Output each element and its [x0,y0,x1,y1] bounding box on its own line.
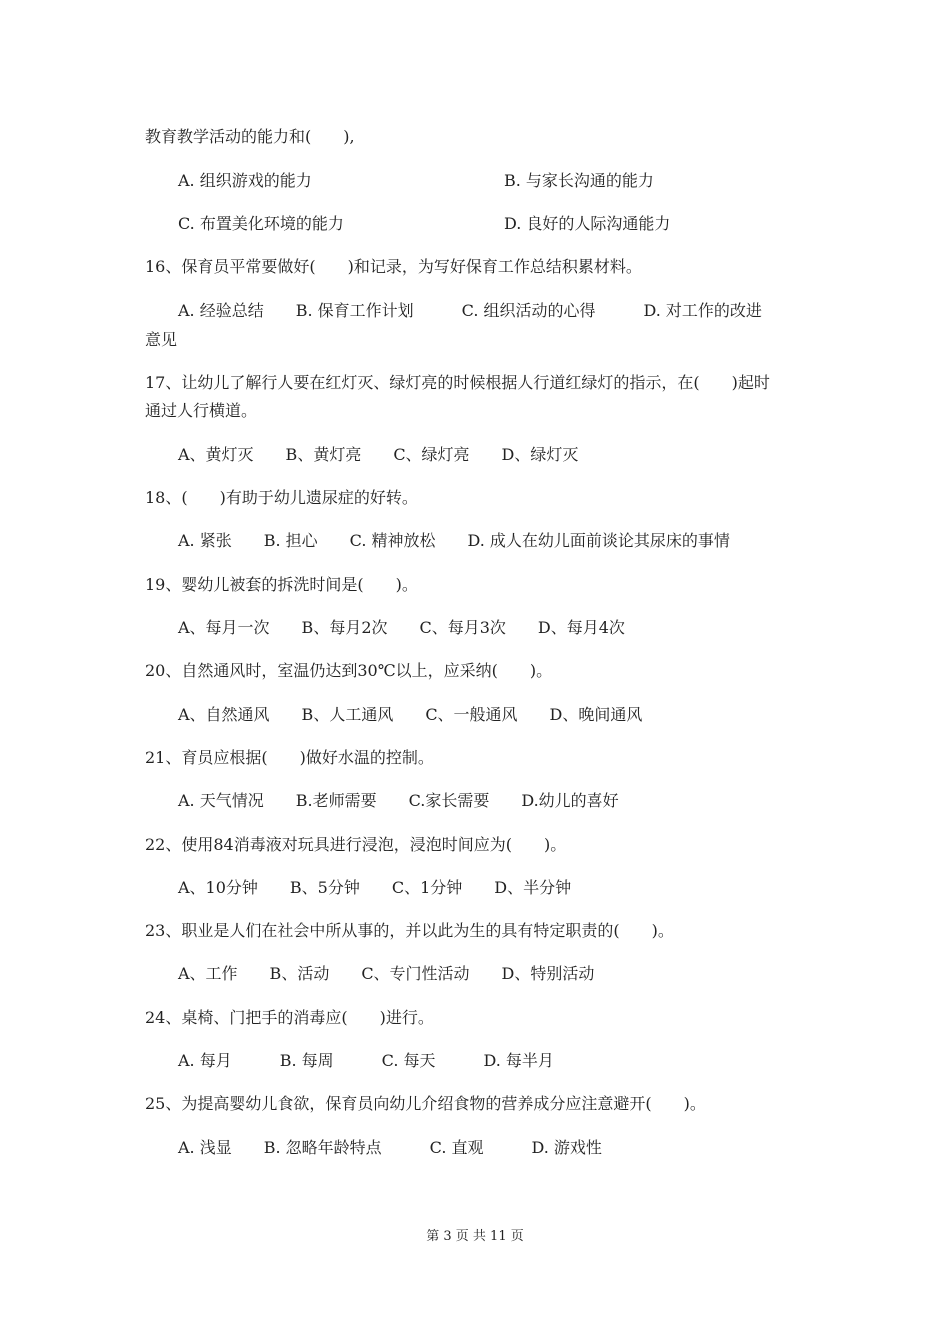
question-25-options: A. 浅显 B. 忽略年龄特点 C. 直观 D. 游戏性 [178,1138,602,1157]
question-21-stem: 21、育员应根据( )做好水温的控制。 [145,748,434,767]
question-16-options: A. 经验总结 B. 保育工作计划 C. 组织活动的心得 D. 对工作的改进 [178,301,762,320]
question-22-options: A、10分钟 B、5分钟 C、1分钟 D、半分钟 [178,878,572,897]
question-18-options: A. 紧张 B. 担心 C. 精神放松 D. 成人在幼儿面前谈论其尿床的事情 [178,531,730,550]
question-19-options: A、每月一次 B、每月2次 C、每月3次 D、每月4次 [178,618,625,637]
option-b: B. 与家长沟通的能力 [504,171,654,190]
question-21-options: A. 天气情况 B.老师需要 C.家长需要 D.幼儿的喜好 [178,791,619,810]
option-d: D. 良好的人际沟通能力 [504,214,671,233]
question-16-stem: 16、保育员平常要做好( )和记录，为写好保育工作总结积累材料。 [145,257,642,276]
question-19-stem: 19、婴幼儿被套的拆洗时间是( )。 [145,575,418,594]
question-22-stem: 22、使用84消毒液对玩具进行浸泡，浸泡时间应为( )。 [145,835,567,854]
question-25-stem: 25、为提高婴幼儿食欲，保育员向幼儿介绍食物的营养成分应注意避开( )。 [145,1094,706,1113]
question-20-options: A、自然通风 B、人工通风 C、一般通风 D、晚间通风 [178,705,643,724]
option-a: A. 组织游戏的能力 [178,171,312,190]
question-24-options: A. 每月 B. 每周 C. 每天 D. 每半月 [178,1051,554,1070]
question-20-stem: 20、自然通风时，室温仍达到30℃以上，应采纳( )。 [145,661,553,680]
question-17-stem-continued: 通过人行横道。 [145,401,258,420]
option-c: C. 布置美化环境的能力 [178,214,344,233]
question-24-stem: 24、桌椅、门把手的消毒应( )进行。 [145,1008,434,1027]
question-17-options: A、黄灯灭 B、黄灯亮 C、绿灯亮 D、绿灯灭 [178,445,579,464]
question-continuation-stem: 教育教学活动的能力和( ), [145,127,355,146]
question-18-stem: 18、( )有助于幼儿遗尿症的好转。 [145,488,418,507]
question-23-stem: 23、职业是人们在社会中所从事的，并以此为生的具有特定职责的( )。 [145,921,674,940]
page-footer: 第 3 页 共 11 页 [426,1229,524,1244]
question-16-options-continued: 意见 [145,330,178,349]
question-17-stem: 17、让幼儿了解行人要在红灯灭、绿灯亮的时候根据人行道红绿灯的指示，在( )起时 [145,373,770,392]
question-23-options: A、工作 B、活动 C、专门性活动 D、特别活动 [178,964,595,983]
